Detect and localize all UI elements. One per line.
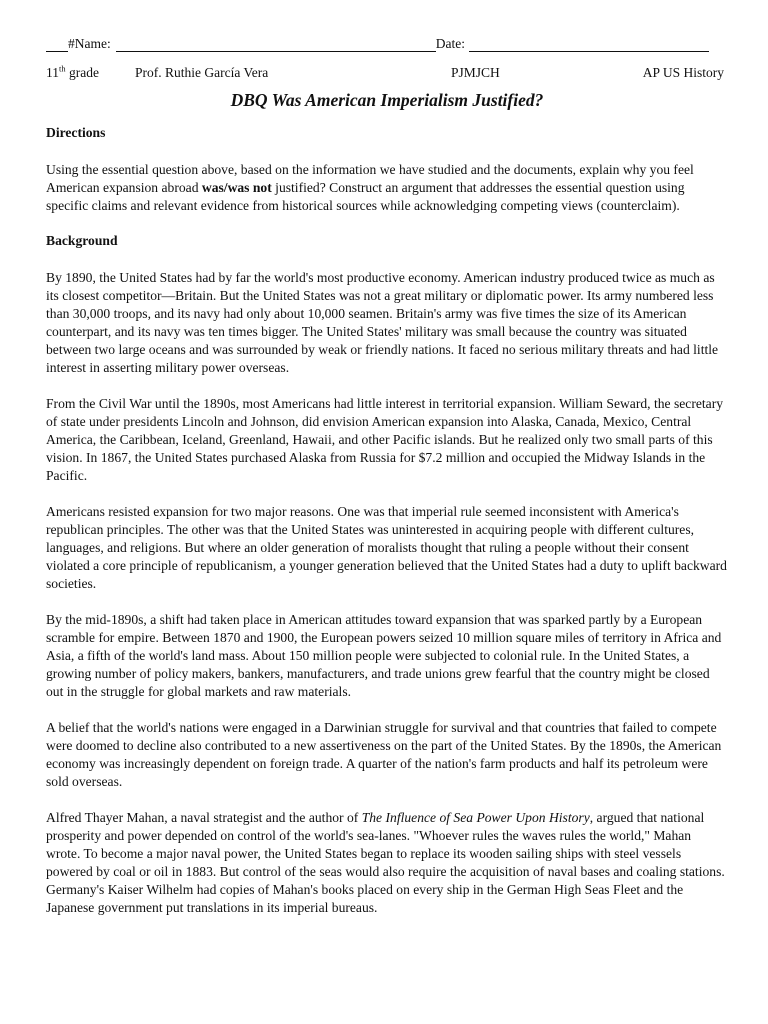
background-paragraph-6 — [46, 809, 728, 917]
directions-text — [46, 161, 728, 215]
background-paragraph-1: By 1890, the United States had by far the world's most productive economy. American industry produced twice as much as its closest competitor—Britain. But the United States was not a great military or diplomatic power. Its army numbered less than 30,000 troops, and its navy had only about 10,000 seamen. Britain's army was five times the size of its American counterpart, and its navy was ten times bigger. The United States' military was small because the country was situated between two large oceans and was surrounded by weak or friendly nations. It faced no serious military threats and had little interest in asserting military power overseas. — [46, 270, 719, 375]
background-paragraph-2: From the Civil War until the 1890s, most Americans had little interest in territorial expansion. William Seward, the secretary of state under presidents Lincoln and Johnson, did envision American expansion into Alaska, Canada, Mexico, Central America, the Caribbean, Iceland, Greenland, Hawaii, and other Pacific islands. But he realized only two small parts of this vision. In 1867, the United States purchased Alaska from Russia for $7.2 million and occupied the Midway Islands in the Pacific. — [46, 396, 724, 483]
background-paragraph-3: Americans resisted expansion for two major reasons. One was that imperial rule seemed inconsistent with America's republican principles. The other was that the United States was uninterested in acquiring people with different cultures, languages, and religions. But where an older generation of moralists thought that ruling a people without their consent violated a core principle of republicanism, a younger generation believed that the United States had a duty to uplift backward societies. — [46, 504, 727, 591]
page-title: DBQ Was American Imperialism Justified? — [230, 90, 544, 110]
document-page — [46, 34, 728, 917]
directions-text-a: Using the essential question above, based on the information we have studied and the documents, explain why you feel American expansion abroad — [46, 162, 694, 195]
name-date-line — [46, 34, 728, 52]
date-label: Date: — [435, 36, 465, 51]
background-paragraph-5: A belief that the world's nations were engaged in a Darwinian struggle for survival and that countries that failed to compete were doomed to decline also contributed to a new assertiveness on the part of the United States. By the 1890s, the American economy was increasingly dependent on foreign trade. A quarter of the nation's farm products and half its petroleum were sold overseas. — [46, 720, 722, 789]
grade-word: grade — [69, 65, 99, 80]
school-name: PJMJCH — [451, 65, 500, 80]
date-blank[interactable] — [469, 38, 709, 52]
grade-label — [46, 65, 99, 81]
directions-heading: Directions — [46, 125, 106, 140]
directions-emphasis: was/was not — [201, 180, 272, 195]
background-heading: Background — [46, 233, 118, 248]
background-paragraph-4: By the mid-1890s, a shift had taken place in American attitudes toward expansion that was sparked partly by a European scramble for empire. Between 1870 and 1900, the European powers seized 10 million square miles of territory in Africa and Asia, a fifth of the world's land mass. About 150 million people were subjected to colonial rule. In the United States, a growing number of policy makers, bankers, manufacturers, and trade unions grew fearful that the country might be closed out in the struggle for global markets and raw materials. — [46, 612, 722, 699]
grade-suffix: th — [59, 63, 66, 74]
name-blank[interactable] — [116, 38, 436, 52]
directions-text-b: justified? Construct an argument that addresses the essential question using specific claims and relevant evidence from historical sources while acknowledging competing views (counterclaim). — [46, 180, 685, 213]
course-info-row — [46, 65, 728, 85]
grade-number: 11 — [46, 65, 59, 80]
paragraph-6-text-a: Alfred Thayer Mahan, a naval strategist and the author of — [46, 810, 362, 825]
book-title: The Influence of Sea Power Upon History — [361, 810, 590, 825]
course-name: AP US History — [642, 65, 724, 80]
number-blank[interactable] — [46, 38, 68, 52]
teacher-name: Prof. Ruthie García Vera — [135, 65, 269, 80]
paragraph-6-text-b: , argued that national prosperity and power depended on control of the world's sea-lanes. "Whoever rules the waves rules the world," Mahan wrote. To become a major naval power, the United States began to replace its wooden sailing ships with steel vessels powered by coal or oil in 1883. But control of the seas would also require the acquisition of naval bases and coaling stations. Germany's Kaiser Wilhelm had copies of Mahan's books placed on every ship in the German High Seas Fleet and the Japanese government put translations in its imperial bureaus. — [46, 810, 725, 915]
number-name-label: #Name: — [68, 36, 111, 51]
